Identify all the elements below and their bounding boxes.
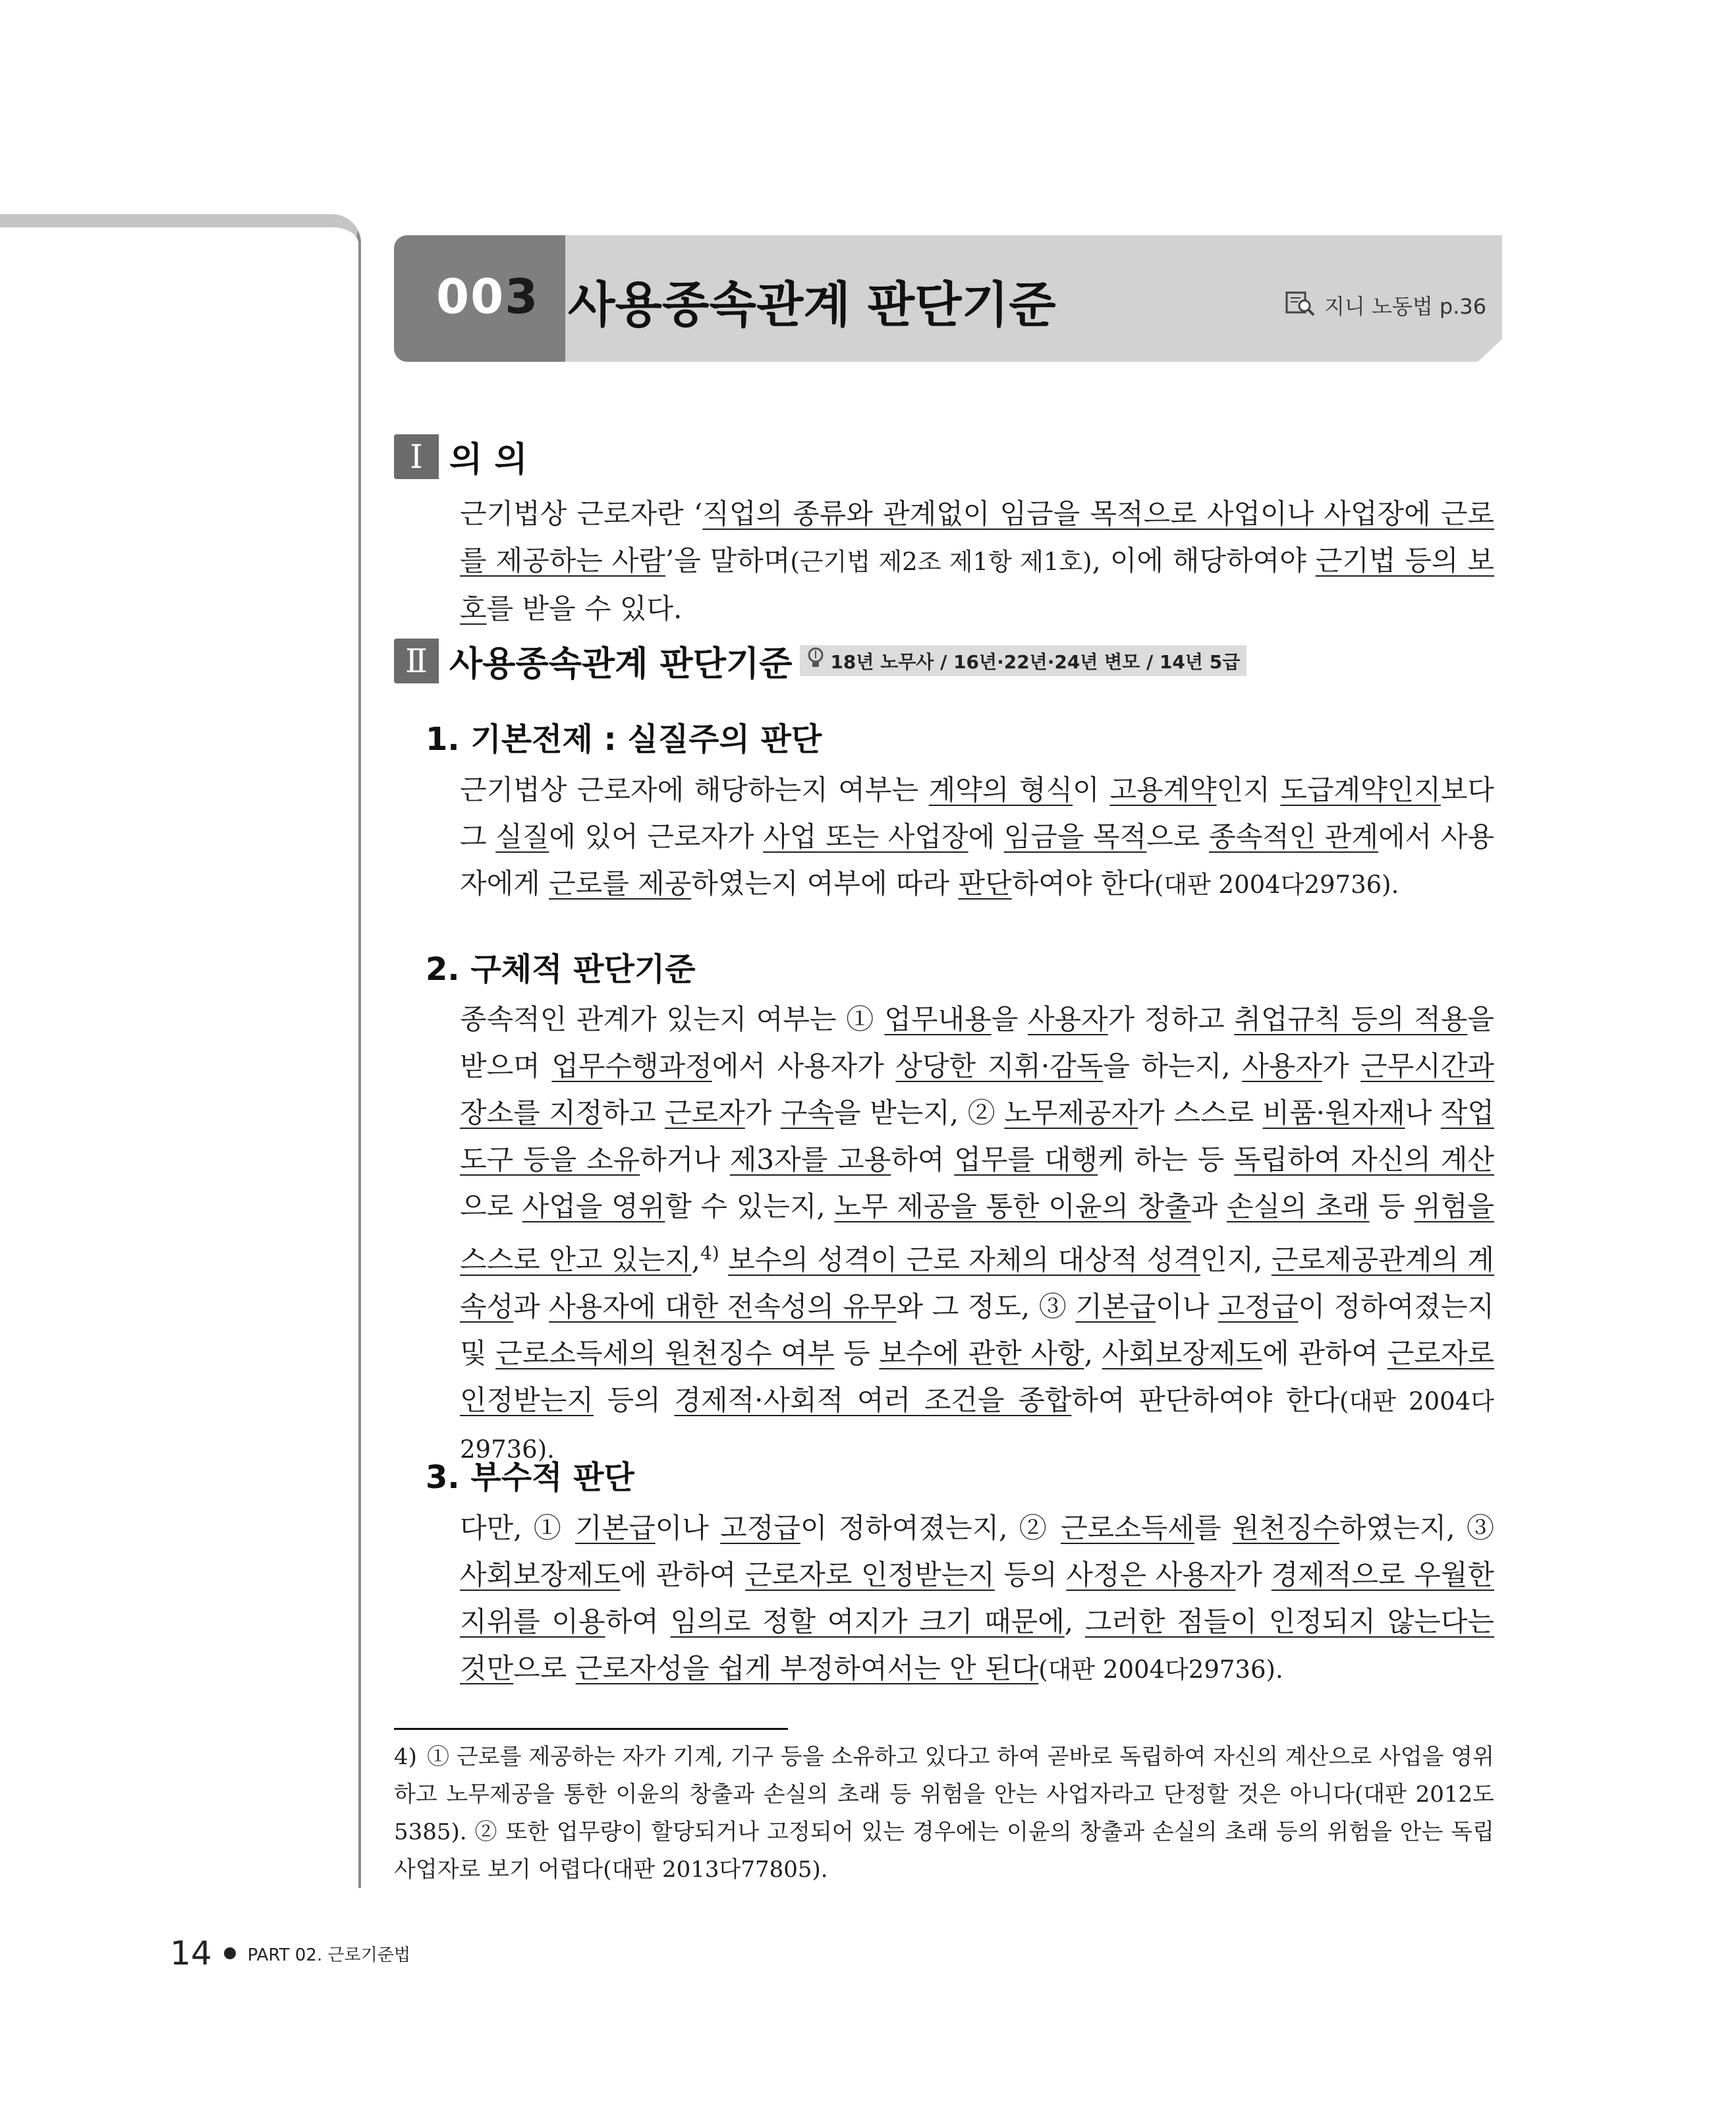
underlined-phrase: 그러한 점들이 인정되지 않는다는 것만 [460, 1605, 1495, 1684]
text-run: 등의 [994, 1559, 1067, 1591]
exam-history-badge [800, 645, 1246, 676]
underlined-phrase: 사회보장제도 [460, 1559, 621, 1591]
topic-number [436, 269, 539, 324]
footnote-mark: 4) [394, 1744, 417, 1770]
side-frame [0, 214, 361, 1888]
underlined-phrase: 근로자로 인정받는지 [745, 1559, 995, 1591]
reference-link[interactable] [1285, 289, 1486, 322]
underlined-phrase: 고용계약 [1109, 774, 1217, 806]
underlined-phrase: 원천징수 [1232, 1512, 1340, 1544]
underlined-phrase: 비품·원자재 [1262, 1097, 1405, 1129]
underlined-phrase: 실질 [495, 820, 549, 853]
underlined-phrase: 제3자를 고용 [729, 1143, 891, 1176]
citation: (근기법 제2조 제1항 제1호) [790, 548, 1092, 576]
page-footer [170, 1934, 410, 1972]
bullet-dot-icon [224, 1947, 236, 1959]
text-run: , [1064, 1605, 1085, 1638]
text-run: , [691, 1244, 700, 1276]
underlined-phrase: 근로소득세 [1061, 1512, 1194, 1544]
text-run: 가 스스로 [1138, 1097, 1263, 1129]
underlined-phrase: 경제적으로 우월한 지위를 이용 [460, 1559, 1494, 1638]
subsection-2-paragraph [460, 996, 1494, 1473]
underlined-phrase: 사용자에 대한 전속성의 유무 [549, 1290, 897, 1323]
underlined-phrase: 상당한 지휘·감독 [895, 1050, 1104, 1082]
text-run: 근기법상 근로자에 해당하는지 여부는 [460, 774, 929, 806]
text-run: 에 관하여 [620, 1559, 746, 1591]
citation: (대판 2004다29736). [1154, 871, 1399, 899]
text-run: 하여 [891, 1143, 955, 1176]
text-run: 등 [1369, 1190, 1414, 1222]
text-run: 나 [1405, 1097, 1441, 1129]
text-run: 하였는지 여부에 따라 [691, 867, 959, 900]
text-run: 를 받을 수 있다. [486, 592, 683, 625]
underlined-phrase: 보수에 관한 사항 [879, 1337, 1084, 1369]
subsection-3-heading: 3. 부수적 판단 [426, 1459, 634, 1496]
underlined-phrase: 고정급 [1218, 1290, 1299, 1323]
footnote-text: ① 근로를 제공하는 자가 기계, 기구 등을 소유하고 있다고 하여 곧바로 독립하여 자신의 계산으로 사업을 영위하고 노무제공을 통한 이윤의 창출과 손실의 초래 등 위험을 안는 사업자라고 단정할 것은 아니다(대판 2012도5385). ② 또한 업무량이 할당되거나 고정되어 있는 경우에는 이윤의 창출과 손실의 초래 등의 위험을 안는 독립사업자로 보기 어렵다(대판 2013다77805). [394, 1744, 1494, 1883]
underlined-phrase: 구속 [780, 1097, 834, 1129]
underlined-phrase: 기본급 [1075, 1290, 1156, 1323]
underlined-phrase: 근기법 등의 보호 [460, 544, 1494, 625]
footnote-reference: 4) [700, 1242, 719, 1264]
text-run: 에 있어 근로자가 [549, 820, 764, 853]
text-run: 으로 [513, 1652, 576, 1684]
underlined-phrase: 계약의 형식 [928, 774, 1073, 806]
text-run: 등의 [593, 1384, 675, 1416]
underlined-phrase: 고정급 [720, 1512, 800, 1544]
underlined-phrase: 기본급 [575, 1512, 656, 1544]
page-number: 14 [170, 1934, 212, 1972]
underlined-phrase: 근무시간과 장소를 지정 [460, 1050, 1494, 1129]
topic-number-last: 3 [505, 269, 540, 324]
section-1-numeral: Ⅰ [394, 434, 439, 479]
footnote-divider [394, 1728, 788, 1730]
text-run: 다만, ① [460, 1512, 575, 1544]
section-1-title: 의 의 [449, 440, 528, 480]
text-run: 하거나 [640, 1143, 730, 1176]
underlined-phrase: 경제적·사회적 여러 조건을 종합 [674, 1384, 1072, 1416]
underlined-phrase: 업무수행과정 [551, 1050, 712, 1082]
section-1-paragraph [460, 490, 1494, 632]
subsection-2-heading: 2. 구체적 판단기준 [426, 951, 696, 988]
part-label: PART 02. 근로기준법 [247, 1945, 410, 1965]
text-run: 하여 판단하여야 한다 [1071, 1384, 1340, 1416]
text-run: 을 [991, 1003, 1028, 1035]
underlined-phrase: 근로자성을 쉽게 부정하여서는 안 된다 [575, 1652, 1039, 1684]
text-run: 에서 사용자가 [712, 1050, 896, 1082]
text-run: 인지 [1216, 774, 1281, 806]
underlined-phrase: 보수의 성격이 근로 자체의 대상적 성격 [728, 1244, 1200, 1276]
underlined-phrase: 사용자 [1242, 1050, 1322, 1082]
underlined-phrase: 임의로 정할 여지가 크기 때문에 [670, 1605, 1065, 1638]
text-run: 근기법상 근로자란 ‘ [460, 498, 703, 530]
text-run: , 이에 해당하여야 [1092, 544, 1316, 577]
text-run: 으로 [460, 1190, 522, 1222]
section-2-heading [394, 636, 1246, 685]
section-1-heading [394, 432, 528, 481]
text-run: 케 하는 등 [1098, 1143, 1235, 1176]
section-2-numeral: Ⅱ [394, 639, 439, 683]
underlined-phrase: 업무내용 [884, 1003, 992, 1035]
text-run: 하였는지, ③ [1339, 1512, 1494, 1544]
text-run: 이나 [1156, 1290, 1218, 1323]
underlined-phrase: 근로자로 인정받는지 [460, 1337, 1494, 1416]
book-search-icon [1285, 289, 1316, 322]
footnote [394, 1738, 1494, 1889]
underlined-phrase: 근로자 [665, 1097, 745, 1129]
text-run: 하여야 한다 [1011, 867, 1154, 900]
subsection-3-paragraph [460, 1505, 1494, 1693]
underlined-phrase: 위험을 스스로 안고 있는지 [460, 1190, 1494, 1276]
underlined-phrase: 사용자 [1027, 1003, 1108, 1035]
underlined-phrase: 사정은 사용자 [1066, 1559, 1236, 1591]
text-run: 하고 [602, 1097, 665, 1129]
text-run: 인지, [1200, 1244, 1272, 1276]
text-run: 이 정하여졌는지 및 [460, 1290, 1495, 1369]
underlined-phrase: 종속적인 관계 [1209, 820, 1379, 853]
text-run: 을 받으며 [460, 1003, 1494, 1082]
text-run: 와 그 정도, ③ [896, 1290, 1076, 1323]
underlined-phrase: 도급계약인지 [1280, 774, 1441, 806]
section-2-title: 사용종속관계 판단기준 [449, 645, 793, 684]
text-run: ’을 말하며 [665, 544, 791, 577]
text-run: 과 [513, 1290, 549, 1323]
text-run: 을 하는지, [1103, 1050, 1243, 1082]
reference-text: 지니 노동법 p.36 [1324, 294, 1487, 319]
underlined-phrase: 취업규칙 등의 적용 [1234, 1003, 1468, 1035]
underlined-phrase: 근로소득세의 원천징수 여부 [495, 1337, 835, 1369]
subsection-1-heading: 1. 기본전제 : 실질주의 판단 [426, 721, 822, 758]
text-run: 가 정하고 [1107, 1003, 1235, 1035]
underlined-phrase: 독립하여 자신의 계산 [1234, 1143, 1495, 1176]
underlined-phrase: 사업 또는 사업장 [763, 820, 968, 853]
text-run: 등 [834, 1337, 880, 1369]
text-run: 을 받는지, ② [834, 1097, 1005, 1129]
underlined-phrase: 임금을 목적 [1003, 820, 1147, 853]
text-run: 를 [1194, 1512, 1233, 1544]
text-run: 할 수 있는지, [665, 1190, 835, 1222]
underlined-phrase: 작업도구 등을 소유 [460, 1097, 1494, 1176]
underlined-phrase: 근로를 제공 [549, 867, 692, 900]
text-run: 하여 [605, 1605, 671, 1638]
text-run [719, 1244, 729, 1276]
underlined-phrase: 사업을 영위 [522, 1190, 665, 1222]
text-run: 이 [1073, 774, 1110, 806]
text-run: 가 [1235, 1559, 1272, 1591]
underlined-phrase: 근로제공관계의 계속성 [460, 1244, 1494, 1323]
text-run: 으로 [1146, 820, 1209, 853]
underlined-phrase: 사회보장제도 [1102, 1337, 1263, 1369]
text-run: 종속적인 관계가 있는지 여부는 ① [460, 1003, 885, 1035]
text-run: 과 [1190, 1190, 1227, 1222]
text-run: 에서 사용자에게 [460, 820, 1494, 900]
text-run: 이 정하여졌는지, ② [800, 1512, 1061, 1544]
text-run: 가 [744, 1097, 781, 1129]
text-run: 보다 그 [460, 774, 1494, 853]
text-run: , [1084, 1337, 1102, 1369]
text-run: 에 [968, 820, 1004, 853]
underlined-phrase: 업무를 대행 [954, 1143, 1098, 1176]
underlined-phrase: 손실의 초래 [1226, 1190, 1370, 1222]
underlined-phrase: 노무 제공을 통한 이윤의 창출 [834, 1190, 1191, 1222]
subsection-1-paragraph [460, 766, 1494, 908]
lightbulb-icon [806, 646, 825, 675]
text-run: 이나 [655, 1512, 721, 1544]
underlined-phrase: 판단 [958, 867, 1012, 900]
citation: (대판 2004다29736). [1038, 1655, 1283, 1684]
underlined-phrase: 직업의 종류와 관계없이 임금을 목적으로 사업이나 사업장에 근로를 제공하는 사람 [460, 498, 1494, 577]
topic-number-prefix: 00 [436, 269, 505, 324]
text-run: 가 [1322, 1050, 1361, 1082]
citation: (대판 2004다29736). [460, 1387, 1494, 1464]
text-run: 에 관하여 [1262, 1337, 1387, 1369]
underlined-phrase: 노무제공자 [1004, 1097, 1138, 1129]
exam-history-text: 18년 노무사 / 16년·22년·24년 변모 / 14년 5급 [830, 650, 1241, 673]
topic-title: 사용종속관계 판단기준 [568, 277, 1056, 333]
